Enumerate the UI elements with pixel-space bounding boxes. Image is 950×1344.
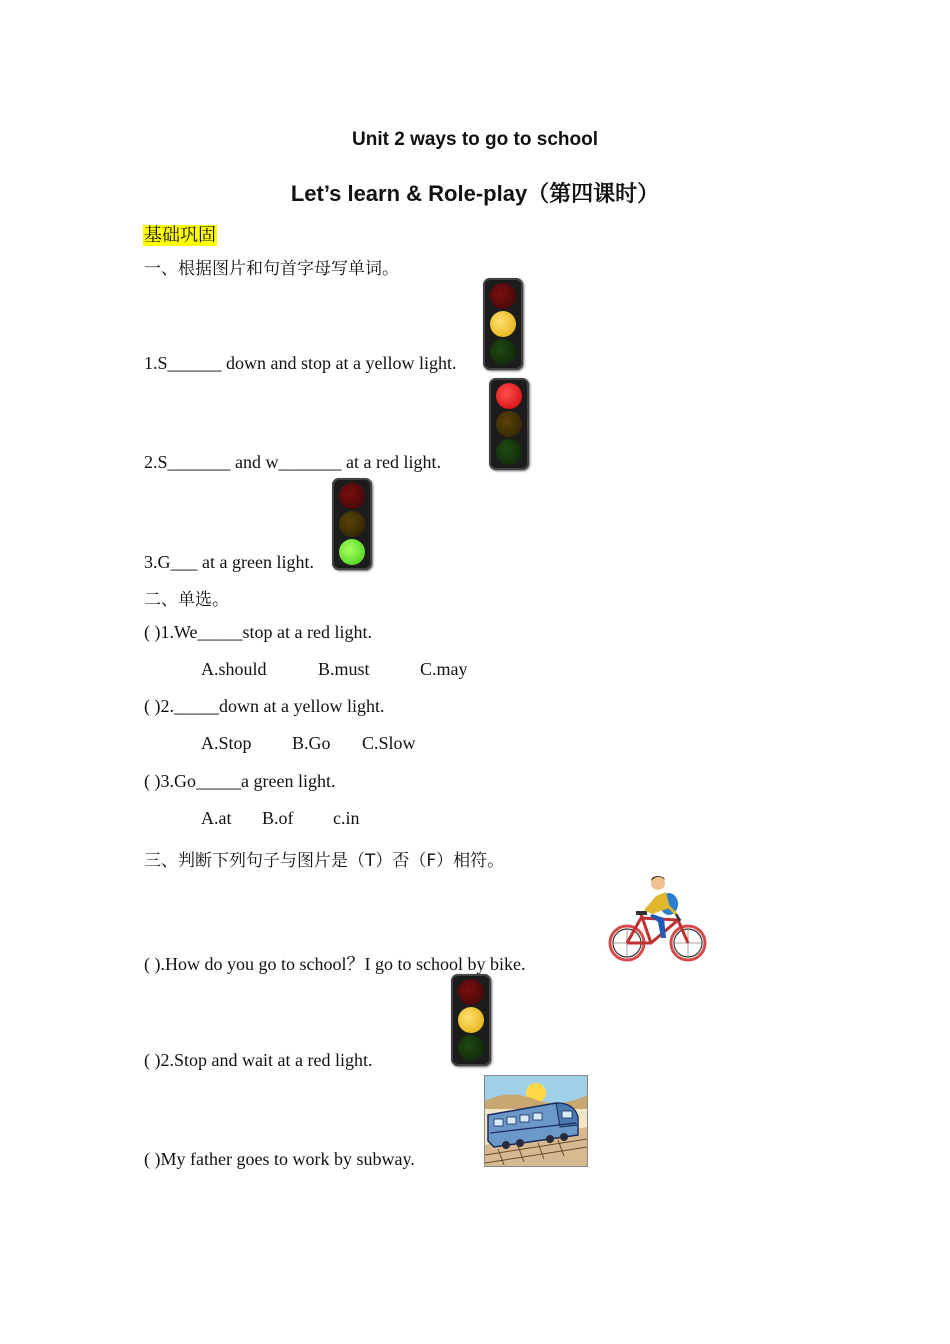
part1-item-3: 3.G___ at a green light. (144, 552, 314, 572)
question-1-option-b: B.must (318, 659, 370, 679)
question-3-option-c: c.in (333, 808, 360, 828)
question-3-option-a: A.at (201, 808, 232, 828)
question-2-option-c: C.Slow (362, 733, 416, 753)
traffic-light-yellow-icon-2 (451, 974, 491, 1066)
part1-item-2: 2.S_______ and w_______ at a red light. (144, 452, 441, 472)
traffic-light-red-icon (489, 378, 529, 470)
train-icon (484, 1075, 588, 1167)
question-2-option-b: B.Go (292, 733, 331, 753)
worksheet-subtitle: Let’s learn & Role-play（第四课时） (290, 181, 660, 206)
part1-heading: 一、根据图片和句首字母写单词。 (144, 259, 399, 279)
traffic-light-green-icon (332, 478, 372, 570)
question-1-stem: ( )1.We_____stop at a red light. (144, 622, 372, 642)
part3-heading: 三、判断下列句子与图片是（T）否（F）相符。 (144, 851, 505, 871)
worksheet-title: Unit 2 ways to go to school (352, 129, 598, 150)
part2-heading: 二、单选。 (144, 590, 229, 610)
bicycle-rider-icon (606, 874, 710, 966)
traffic-light-yellow-icon (483, 278, 523, 370)
question-1-option-c: C.may (420, 659, 468, 679)
part1-item-1: 1.S______ down and stop at a yellow light. (144, 353, 457, 373)
question-3-option-b: B.of (262, 808, 294, 828)
question-1-option-a: A.should (201, 659, 267, 679)
part3-item-3: ( )My father goes to work by subway. (144, 1149, 415, 1169)
question-3-stem: ( )3.Go_____a green light. (144, 771, 336, 791)
section-label (143, 221, 217, 247)
section-label-text: 基础巩固 (144, 225, 216, 246)
part3-item-2: ( )2.Stop and wait at a red light. (144, 1050, 373, 1070)
question-2-stem: ( )2._____down at a yellow light. (144, 696, 385, 716)
part3-item-1: ( ).How do you go to school？I go to school by bike. (144, 954, 526, 974)
question-2-option-a: A.Stop (201, 733, 252, 753)
